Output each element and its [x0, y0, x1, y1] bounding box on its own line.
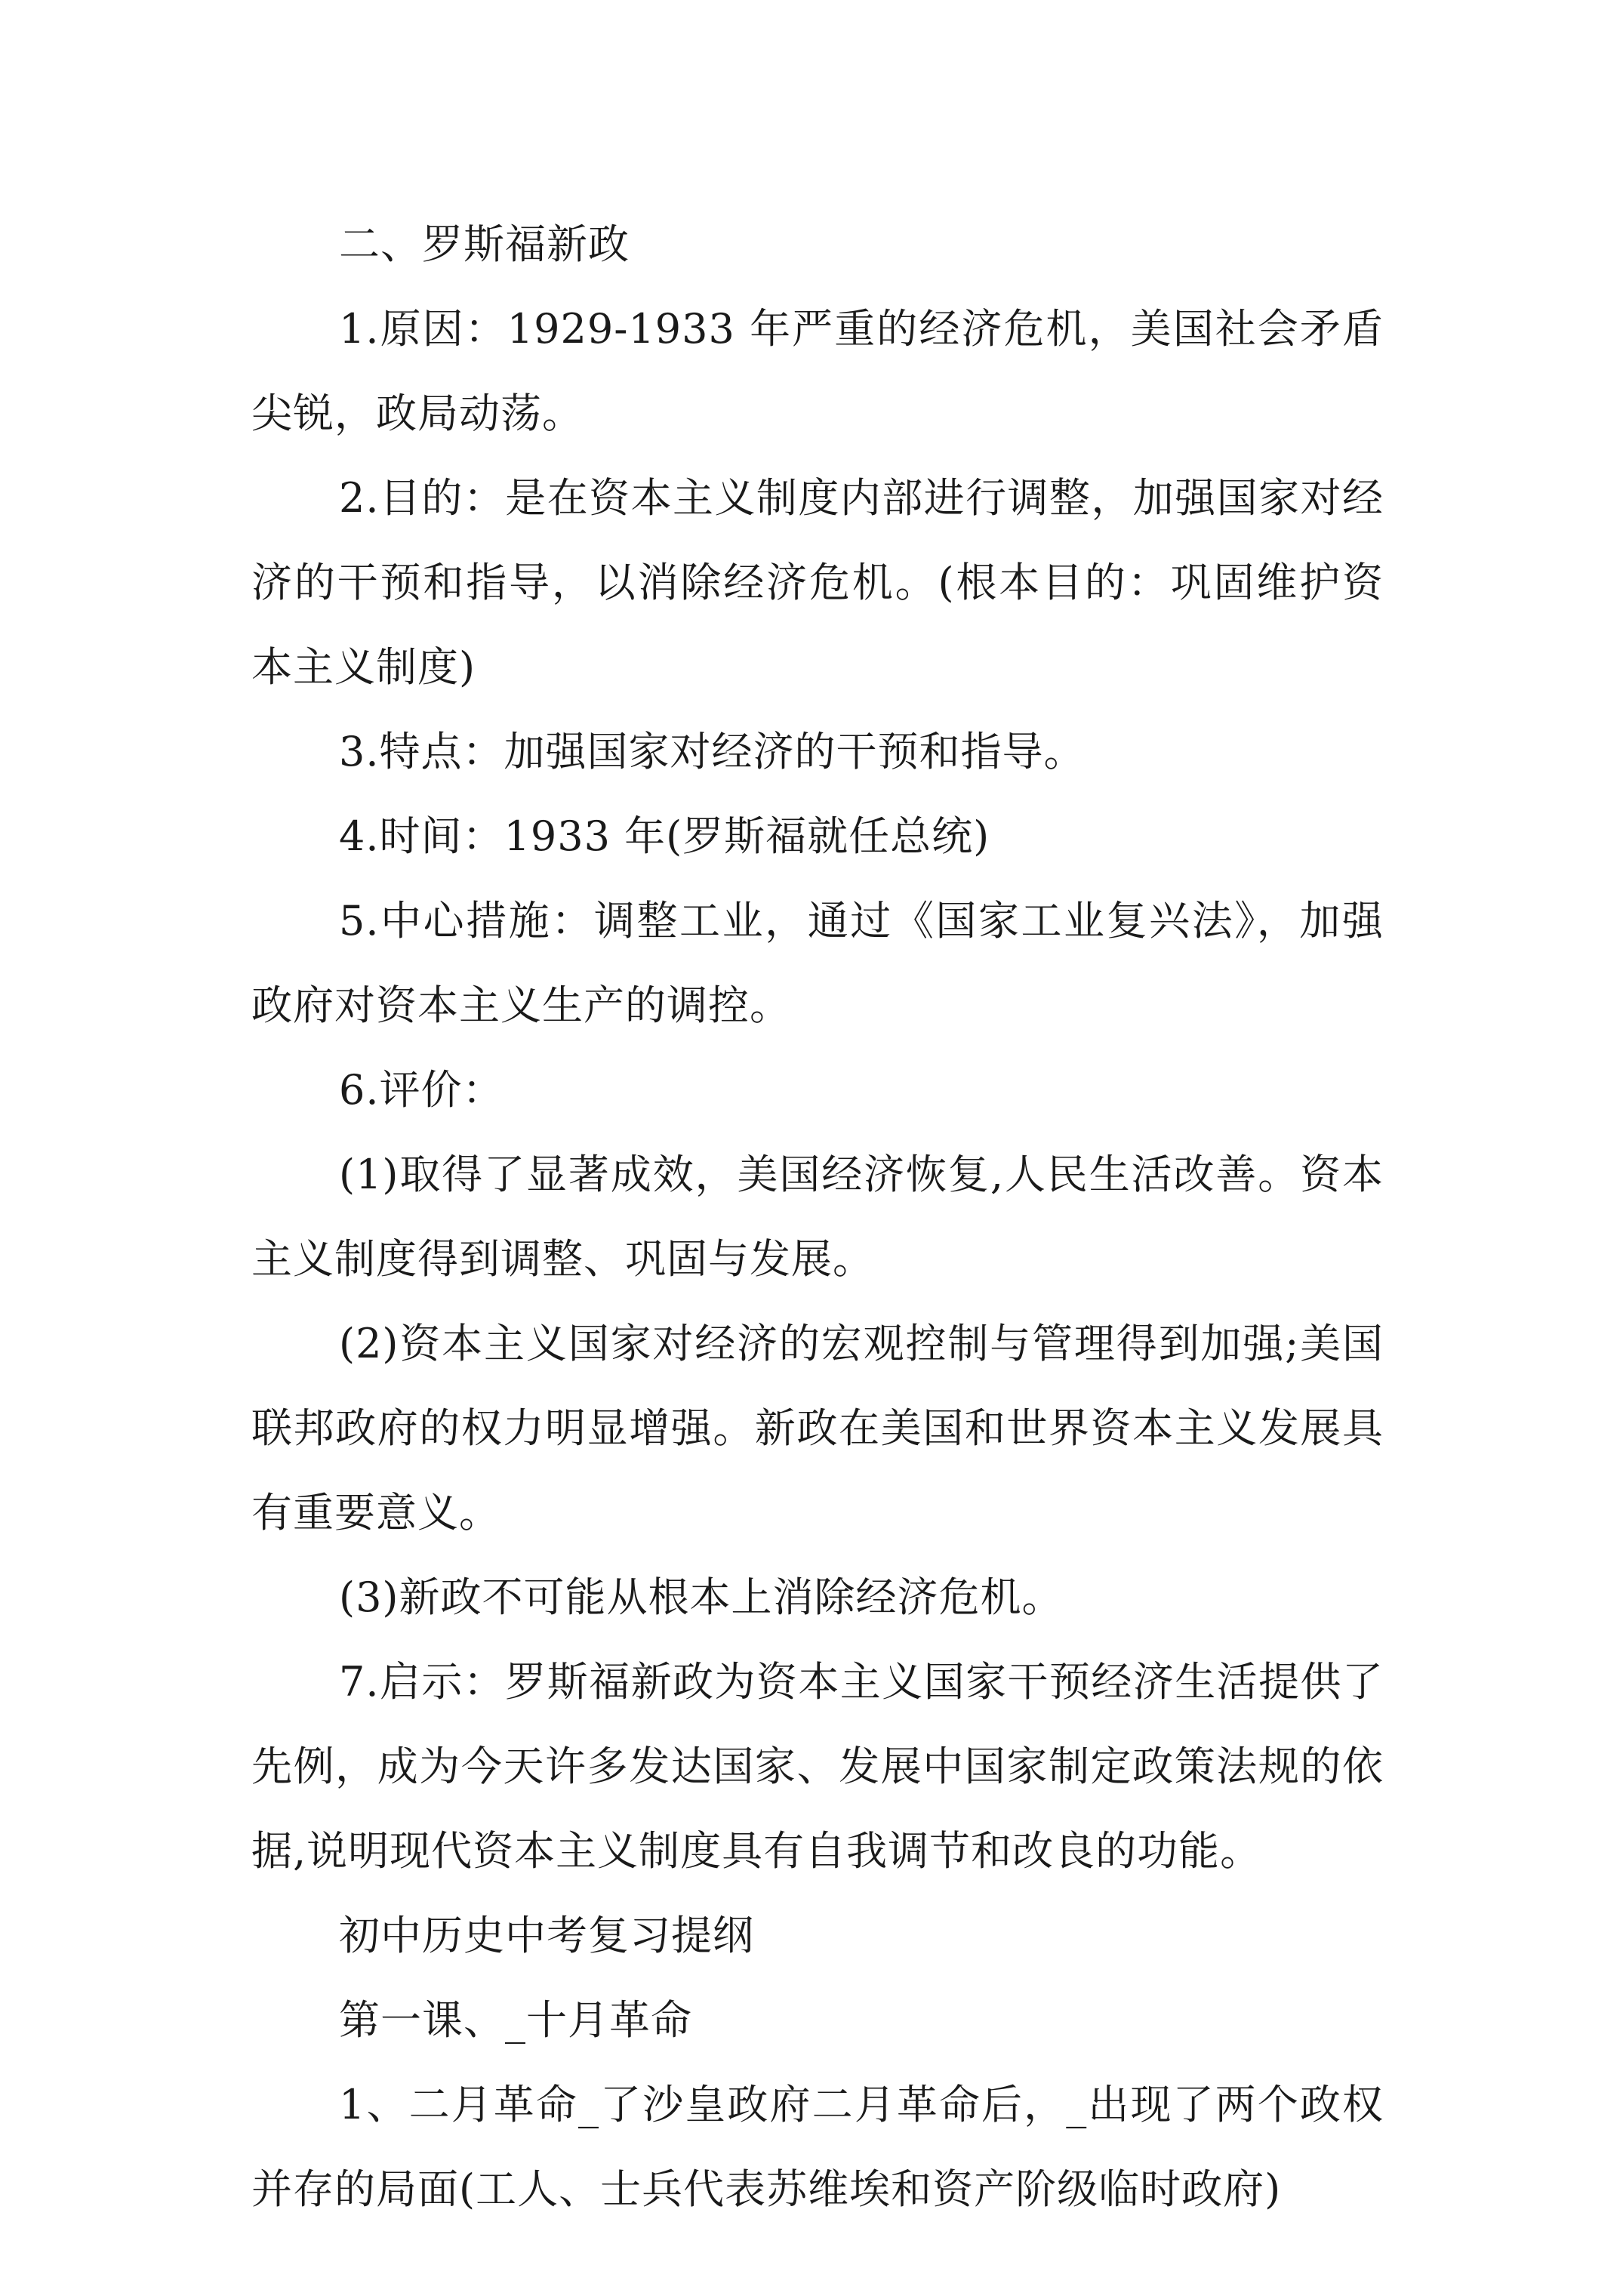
paragraph-evaluation-3: (3)新政不可能从根本上消除经济危机。 [339, 1573, 1064, 1621]
document-body [251, 202, 1384, 2232]
paragraph-time: 4.时间：1933 年(罗斯福就任总统) [339, 812, 990, 860]
section-heading: 二、罗斯福新政 [339, 220, 630, 268]
outline-title: 初中历史中考复习提纲 [339, 1912, 754, 1959]
lesson-title: 第一课、_十月革命 [339, 1996, 692, 2044]
paragraph-february-revolution: 1、二月革命_了沙皇政府二月革命后，_出现了两个政权并存的局面(工人、士兵代表苏维埃和资产阶级临时政府) [251, 2081, 1384, 2213]
paragraph-evaluation-2: (2)资本主义国家对经济的宏观控制与管理得到加强;美国联邦政府的权力明显增强。新政在美国和世界资本主义发展具有重要意义。 [251, 1320, 1384, 1536]
paragraph-evaluation-1: (1)取得了显著成效，美国经济恢复,人民生活改善。资本主义制度得到调整、巩固与发展。 [251, 1151, 1384, 1283]
paragraph-evaluation-heading: 6.评价： [339, 1066, 504, 1114]
paragraph-enlightenment: 7.启示：罗斯福新政为资本主义国家干预经济生活提供了先例，成为今天许多发达国家、发展中国家制定政策法规的依据,说明现代资本主义制度具有自我调节和改良的功能。 [251, 1658, 1384, 1875]
paragraph-purpose: 2.目的：是在资本主义制度内部进行调整，加强国家对经济的干预和指导，以消除经济危机。(根本目的：巩固维护资本主义制度) [251, 474, 1384, 691]
paragraph-central-measure: 5.中心措施：调整工业，通过《国家工业复兴法》，加强政府对资本主义生产的调控。 [251, 897, 1384, 1029]
paragraph-feature: 3.特点：加强国家对经济的干预和指导。 [339, 728, 1086, 775]
paragraph-cause: 1.原因：1929-1933 年严重的经济危机，美国社会矛盾尖锐，政局动荡。 [251, 305, 1384, 437]
